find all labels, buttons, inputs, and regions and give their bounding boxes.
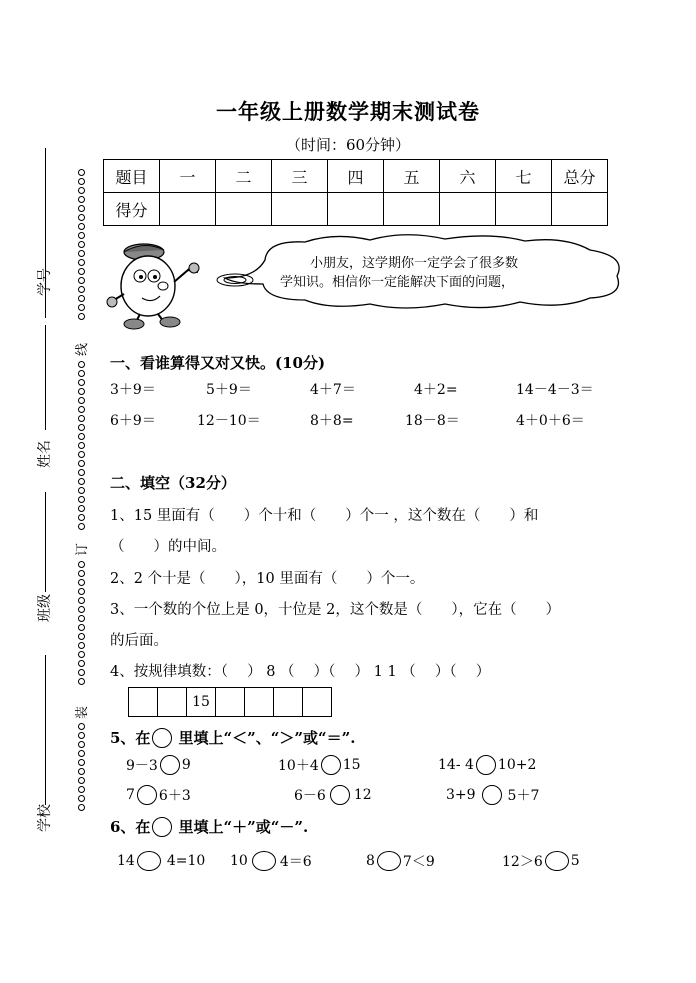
score-cell[interactable] [216, 193, 272, 226]
operator-circle[interactable] [252, 851, 276, 871]
arith-problem: 18－8＝ [405, 413, 460, 429]
binding-dots-3 [74, 560, 88, 686]
name-line-2 [45, 325, 46, 430]
question-1-line-2: （ ）的中间。 [110, 539, 226, 555]
compare-circle[interactable] [137, 785, 157, 805]
score-cell[interactable] [552, 193, 608, 226]
table-cell: 三 [272, 160, 328, 193]
operator-item: 12＞6 5 [502, 853, 580, 870]
table-cell: 二 [216, 160, 272, 193]
question-6-heading [110, 816, 308, 837]
question-5-prefix: 5、在 [110, 729, 151, 747]
school-label: 学校 [37, 804, 53, 832]
compare-circle[interactable] [330, 785, 350, 805]
compare-circle[interactable] [476, 755, 496, 775]
score-table-header-row [104, 160, 608, 193]
speech-line-1: 小朋友，这学期你一定学会了很多数 [310, 256, 519, 271]
score-cell[interactable] [272, 193, 328, 226]
operator-circle[interactable] [137, 851, 161, 871]
table-cell: 得分 [104, 193, 160, 226]
sequence-box[interactable] [273, 687, 303, 717]
compare-item: 9－3 9 [126, 757, 191, 774]
arith-problem: 5＋9＝ [206, 382, 252, 398]
question-6-suffix: 里填上“＋”或“－”. [178, 818, 309, 836]
staple-word: 装 [75, 705, 91, 720]
name-line-3 [45, 492, 46, 592]
sequence-box[interactable] [244, 687, 274, 717]
question-1-line-1: 1、15 里面有（ ）个十和（ ）个一 ，这个数在（ ）和 [110, 508, 539, 524]
question-2: 2、2 个十是（ ），10 里面有（ ）个一。 [110, 571, 425, 587]
operator-circle[interactable] [377, 851, 401, 871]
question-3-line-1: 3、一个数的个位上是 0，十位是 2，这个数是（ ），它在（ ） [110, 602, 561, 618]
binding-dots-2 [74, 360, 88, 531]
binding-dots-1 [74, 168, 88, 321]
binding-dots-4 [74, 722, 88, 812]
arith-problem: 6＋9＝ [110, 413, 156, 429]
question-4: 4、按规律填数：（ ） 8 （ ）（ ） 1 1 （ ）（ ） [110, 664, 491, 680]
compare-item: 10＋4 15 [278, 757, 361, 774]
page-title: 一年级上册数学期末测试卷 [216, 99, 480, 124]
class-label: 班级 [37, 594, 53, 622]
operator-item: 8 7＜9 [366, 853, 435, 870]
score-cell[interactable] [440, 193, 496, 226]
compare-item: 3+9 5＋7 [446, 787, 540, 804]
table-cell: 六 [440, 160, 496, 193]
question-5-heading [110, 727, 355, 748]
operator-circle[interactable] [545, 851, 569, 871]
arith-problem: 4＋7＝ [310, 382, 356, 398]
table-cell: 五 [384, 160, 440, 193]
arith-problem: 12－10＝ [197, 413, 261, 429]
arith-problem: 8＋8= [310, 413, 354, 429]
compare-item: 7 6＋3 [126, 787, 191, 804]
sequence-box[interactable] [302, 687, 332, 717]
student-name-label: 姓名 [37, 440, 53, 468]
arith-problem: 4＋2= [414, 382, 458, 398]
operator-item: 10 4＝6 [230, 853, 312, 870]
question-3-line-2: 的后面。 [110, 633, 168, 649]
compare-item: 14- 4 10+2 [438, 757, 537, 773]
compare-circle[interactable] [482, 785, 502, 805]
table-cell: 七 [496, 160, 552, 193]
score-cell[interactable] [384, 193, 440, 226]
section-1-heading: 一、看谁算得又对又快。(10分) [110, 354, 326, 372]
arith-problem: 4＋0＋6＝ [516, 413, 585, 429]
sequence-box[interactable] [215, 687, 245, 717]
table-cell: 题目 [104, 160, 160, 193]
cut-line-word: 线 [75, 342, 91, 357]
name-line-4 [45, 655, 46, 805]
score-cell[interactable] [160, 193, 216, 226]
speech-line-2: 学知识。相信你一定能解决下面的问题， [280, 275, 515, 290]
score-cell[interactable] [496, 193, 552, 226]
sequence-box[interactable] [157, 687, 187, 717]
student-id-label: 学号 [37, 268, 53, 296]
question-6-prefix: 6、在 [110, 818, 151, 836]
operator-item: 14 4=10 [117, 853, 206, 869]
time-limit: （时间：60分钟） [285, 136, 411, 154]
table-cell: 四 [328, 160, 384, 193]
arith-problem: 14－4－3＝ [516, 382, 594, 398]
circle-icon [152, 817, 172, 837]
sequence-box: 15 [186, 687, 216, 717]
bind-word: 订 [75, 542, 91, 557]
compare-circle[interactable] [160, 755, 180, 775]
score-table [103, 159, 608, 226]
sequence-box[interactable] [128, 687, 158, 717]
section-2-heading: 二、填空（32分） [110, 474, 236, 492]
table-cell: 一 [160, 160, 216, 193]
score-table-score-row [104, 193, 608, 226]
table-cell: 总分 [552, 160, 608, 193]
compare-circle[interactable] [321, 755, 341, 775]
arith-problem: 3＋9＝ [110, 382, 156, 398]
circle-icon [152, 728, 172, 748]
question-5-suffix: 里填上“＜”、“＞”或“＝”. [178, 729, 356, 747]
score-cell[interactable] [328, 193, 384, 226]
compare-item: 6－6 12 [294, 787, 372, 804]
cartoon-character-icon [104, 238, 204, 330]
